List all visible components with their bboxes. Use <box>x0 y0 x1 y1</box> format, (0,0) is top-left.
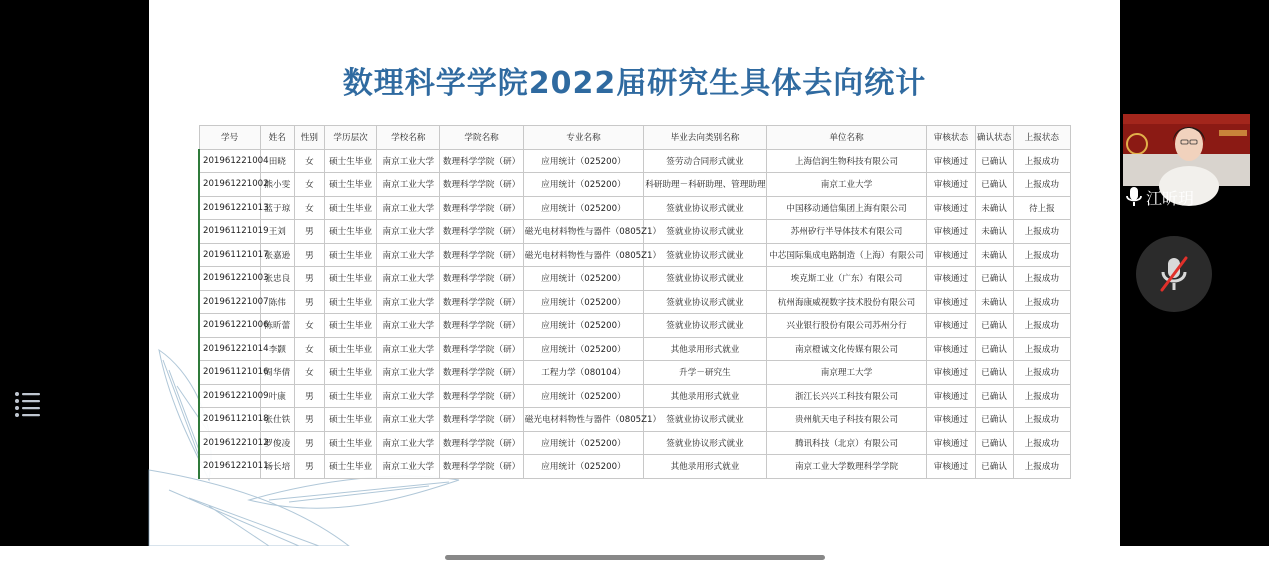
table-cell: 中芯国际集成电路制造（上海）有限公司 <box>766 243 927 267</box>
table-row <box>199 431 1071 455</box>
table-cell: 南京工业大学 <box>766 173 927 197</box>
table-cell: 南京工业大学 <box>377 384 440 408</box>
table-cell: 已确认 <box>975 408 1013 432</box>
table-cell: 201961121018 <box>199 408 260 432</box>
table-cell: 已确认 <box>975 149 1013 173</box>
table-cell: 腾讯科技（北京）有限公司 <box>766 431 927 455</box>
table-cell: 硕士生毕业 <box>324 314 376 338</box>
table-cell: 数理科学学院（研） <box>440 149 523 173</box>
table-cell: 南京工业大学 <box>377 408 440 432</box>
table-cell: 审核通过 <box>927 455 975 479</box>
table-cell: 男 <box>294 455 324 479</box>
table-cell: 女 <box>294 196 324 220</box>
table-cell: 硕士生毕业 <box>324 408 376 432</box>
table-row <box>199 149 1071 173</box>
home-indicator[interactable] <box>445 555 825 560</box>
table-cell: 男 <box>294 384 324 408</box>
table-cell: 南京工业大学 <box>377 431 440 455</box>
table-cell: 未确认 <box>975 196 1013 220</box>
table-cell: 201961121019 <box>199 220 260 244</box>
column-header: 上报状态 <box>1013 126 1070 150</box>
table-cell: 田晓 <box>260 149 294 173</box>
table-cell: 陈昕蕾 <box>260 314 294 338</box>
slide-title: 数理科学学院2022届研究生具体去向统计 <box>342 66 927 101</box>
table-cell: 201961221011 <box>199 455 260 479</box>
table-cell: 未确认 <box>975 220 1013 244</box>
table-cell: 审核通过 <box>927 314 975 338</box>
table-cell: 杭州海康威视数字技术股份有限公司 <box>766 290 927 314</box>
table-row <box>199 243 1071 267</box>
table-cell: 男 <box>294 220 324 244</box>
table-cell: 女 <box>294 149 324 173</box>
table-cell: 未确认 <box>975 243 1013 267</box>
table-cell: 南京工业大学 <box>377 455 440 479</box>
graduate-destination-table <box>198 125 1071 479</box>
table-cell: 签就业协议形式就业 <box>644 243 766 267</box>
table-cell: 周华倩 <box>260 361 294 385</box>
table-cell: 应用统计（025200） <box>523 455 643 479</box>
participant-video[interactable] <box>1123 114 1250 186</box>
table-cell: 女 <box>294 173 324 197</box>
table-cell: 硕士生毕业 <box>324 243 376 267</box>
table-cell: 已确认 <box>975 431 1013 455</box>
table-cell: 审核通过 <box>927 243 975 267</box>
table-cell: 王刘 <box>260 220 294 244</box>
table-cell: 上报成功 <box>1013 267 1070 291</box>
table-cell: 上报成功 <box>1013 149 1070 173</box>
table-cell: 硕士生毕业 <box>324 361 376 385</box>
system-navigation-bar <box>0 546 1269 571</box>
participant-name-tag <box>1126 184 1194 210</box>
table-cell: 中国移动通信集团上海有限公司 <box>766 196 927 220</box>
table-cell: 数理科学学院（研） <box>440 361 523 385</box>
table-cell: 上海信润生物科技有限公司 <box>766 149 927 173</box>
table-cell: 签就业协议形式就业 <box>644 408 766 432</box>
table-cell: 上报成功 <box>1013 290 1070 314</box>
table-cell: 数理科学学院（研） <box>440 196 523 220</box>
table-cell: 201961121016 <box>199 361 260 385</box>
table-cell: 应用统计（025200） <box>523 314 643 338</box>
table-cell: 升学－研究生 <box>644 361 766 385</box>
table-cell: 蓝于琼 <box>260 196 294 220</box>
table-cell: 应用统计（025200） <box>523 149 643 173</box>
table-cell: 数理科学学院（研） <box>440 243 523 267</box>
table-cell: 201961221012 <box>199 431 260 455</box>
table-cell: 审核通过 <box>927 267 975 291</box>
table-row <box>199 384 1071 408</box>
table-cell: 201961221009 <box>199 384 260 408</box>
table-cell: 硕士生毕业 <box>324 384 376 408</box>
table-row <box>199 361 1071 385</box>
column-header: 学历层次 <box>324 126 376 150</box>
table-row <box>199 290 1071 314</box>
table-cell: 南京工业大学 <box>377 314 440 338</box>
table-cell: 贵州航天电子科技有限公司 <box>766 408 927 432</box>
table-cell: 上报成功 <box>1013 408 1070 432</box>
table-cell: 南京工业大学 <box>377 243 440 267</box>
menu-button[interactable] <box>0 380 56 428</box>
table-cell: 男 <box>294 267 324 291</box>
table-cell: 上报成功 <box>1013 384 1070 408</box>
table-cell: 已确认 <box>975 455 1013 479</box>
table-cell: 南京工业大学 <box>377 196 440 220</box>
table-cell: 已确认 <box>975 361 1013 385</box>
table-cell: 工程力学（080104） <box>523 361 643 385</box>
table-cell: 杨长培 <box>260 455 294 479</box>
column-header: 姓名 <box>260 126 294 150</box>
table-cell: 李颢 <box>260 337 294 361</box>
table-cell: 其他录用形式就业 <box>644 384 766 408</box>
table-cell: 签就业协议形式就业 <box>644 290 766 314</box>
table-cell: 应用统计（025200） <box>523 431 643 455</box>
table-row <box>199 267 1071 291</box>
table-cell: 已确认 <box>975 384 1013 408</box>
table-cell: 数理科学学院（研） <box>440 455 523 479</box>
table-cell: 兴业银行股份有限公司苏州分行 <box>766 314 927 338</box>
table-cell: 罗俊凌 <box>260 431 294 455</box>
table-cell: 陈伟 <box>260 290 294 314</box>
table-cell: 硕士生毕业 <box>324 267 376 291</box>
table-cell: 已确认 <box>975 314 1013 338</box>
table-cell: 数理科学学院（研） <box>440 220 523 244</box>
table-cell: 南京工业大学数理科学学院 <box>766 455 927 479</box>
table-cell: 201961121017 <box>199 243 260 267</box>
table-cell: 上报成功 <box>1013 337 1070 361</box>
table-row <box>199 455 1071 479</box>
table-cell: 数理科学学院（研） <box>440 267 523 291</box>
column-header: 学校名称 <box>377 126 440 150</box>
participant-video-image <box>1123 114 1250 186</box>
table-cell: 审核通过 <box>927 173 975 197</box>
table-header-row <box>199 126 1071 150</box>
table-cell: 硕士生毕业 <box>324 290 376 314</box>
table-cell: 上报成功 <box>1013 431 1070 455</box>
table-cell: 应用统计（025200） <box>523 384 643 408</box>
table-cell: 审核通过 <box>927 196 975 220</box>
column-header: 毕业去向类别名称 <box>644 126 766 150</box>
participant-name: 江昕玥 <box>1146 188 1195 208</box>
table-cell: 应用统计（025200） <box>523 173 643 197</box>
table-cell: 审核通过 <box>927 220 975 244</box>
table-cell: 男 <box>294 290 324 314</box>
table-cell: 201961221007 <box>199 290 260 314</box>
table-cell: 签劳动合同形式就业 <box>644 149 766 173</box>
column-header: 单位名称 <box>766 126 927 150</box>
table-cell: 审核通过 <box>927 149 975 173</box>
table-cell: 201961221002 <box>199 173 260 197</box>
table-row <box>199 173 1071 197</box>
table-cell: 数理科学学院（研） <box>440 290 523 314</box>
table-cell: 201961221014 <box>199 337 260 361</box>
table-cell: 其他录用形式就业 <box>644 455 766 479</box>
table-cell: 审核通过 <box>927 408 975 432</box>
table-cell: 硕士生毕业 <box>324 196 376 220</box>
table-cell: 张嘉逊 <box>260 243 294 267</box>
table-cell: 其他录用形式就业 <box>644 337 766 361</box>
table-row <box>199 196 1071 220</box>
table-cell: 苏州矽行半导体技术有限公司 <box>766 220 927 244</box>
table-cell: 男 <box>294 243 324 267</box>
table-cell: 已确认 <box>975 173 1013 197</box>
table-cell: 南京工业大学 <box>377 337 440 361</box>
table-cell: 硕士生毕业 <box>324 337 376 361</box>
table-cell: 上报成功 <box>1013 361 1070 385</box>
table-cell: 张仕铁 <box>260 408 294 432</box>
table-cell: 审核通过 <box>927 361 975 385</box>
column-header: 审核状态 <box>927 126 975 150</box>
table-cell: 上报成功 <box>1013 243 1070 267</box>
table-cell: 磁光电材料物性与器件（0805Z1） <box>523 408 643 432</box>
column-header: 专业名称 <box>523 126 643 150</box>
table-cell: 硕士生毕业 <box>324 173 376 197</box>
table-cell: 张忠良 <box>260 267 294 291</box>
column-header: 确认状态 <box>975 126 1013 150</box>
table-cell: 硕士生毕业 <box>324 149 376 173</box>
table-row <box>199 220 1071 244</box>
table-cell: 南京工业大学 <box>377 361 440 385</box>
table-cell: 数理科学学院（研） <box>440 173 523 197</box>
table-body <box>199 149 1071 478</box>
table-cell: 上报成功 <box>1013 314 1070 338</box>
table-row <box>199 337 1071 361</box>
table-cell: 审核通过 <box>927 384 975 408</box>
table-cell: 熊小雯 <box>260 173 294 197</box>
table-cell: 数理科学学院（研） <box>440 431 523 455</box>
table-cell: 南京工业大学 <box>377 267 440 291</box>
table-cell: 待上报 <box>1013 196 1070 220</box>
table-cell: 201961221006 <box>199 314 260 338</box>
table-cell: 签就业协议形式就业 <box>644 431 766 455</box>
mute-button[interactable] <box>1136 236 1212 312</box>
table-cell: 数理科学学院（研） <box>440 314 523 338</box>
table-cell: 硕士生毕业 <box>324 220 376 244</box>
table-cell: 埃克斯工业（广东）有限公司 <box>766 267 927 291</box>
table-cell: 南京理工大学 <box>766 361 927 385</box>
table-row <box>199 408 1071 432</box>
table-cell: 签就业协议形式就业 <box>644 314 766 338</box>
shared-slide <box>149 0 1120 546</box>
table-cell: 叶康 <box>260 384 294 408</box>
table-cell: 硕士生毕业 <box>324 431 376 455</box>
table-cell: 已确认 <box>975 337 1013 361</box>
table-cell: 男 <box>294 431 324 455</box>
table-cell: 应用统计（025200） <box>523 290 643 314</box>
column-header: 学院名称 <box>440 126 523 150</box>
table-cell: 上报成功 <box>1013 173 1070 197</box>
table-row <box>199 314 1071 338</box>
table-cell: 南京橙诚文化传媒有限公司 <box>766 337 927 361</box>
table-cell: 南京工业大学 <box>377 173 440 197</box>
table-cell: 应用统计（025200） <box>523 196 643 220</box>
column-header: 性别 <box>294 126 324 150</box>
table-cell: 女 <box>294 361 324 385</box>
table-cell: 201961221013 <box>199 196 260 220</box>
microphone-icon <box>1126 186 1142 208</box>
table-cell: 应用统计（025200） <box>523 337 643 361</box>
microphone-muted-icon <box>1156 254 1192 294</box>
table-cell: 女 <box>294 337 324 361</box>
table-cell: 应用统计（025200） <box>523 267 643 291</box>
table-cell: 签就业协议形式就业 <box>644 220 766 244</box>
table-cell: 男 <box>294 408 324 432</box>
table-cell: 审核通过 <box>927 337 975 361</box>
table-cell: 审核通过 <box>927 290 975 314</box>
list-menu-icon <box>14 391 42 417</box>
column-header: 学号 <box>199 126 260 150</box>
table-cell: 签就业协议形式就业 <box>644 267 766 291</box>
table-cell: 签就业协议形式就业 <box>644 196 766 220</box>
table-cell: 已确认 <box>975 267 1013 291</box>
table-cell: 审核通过 <box>927 431 975 455</box>
table-cell: 南京工业大学 <box>377 149 440 173</box>
table-cell: 上报成功 <box>1013 220 1070 244</box>
table-cell: 硕士生毕业 <box>324 455 376 479</box>
table-cell: 201961221003 <box>199 267 260 291</box>
table-cell: 南京工业大学 <box>377 220 440 244</box>
table-cell: 未确认 <box>975 290 1013 314</box>
table-cell: 数理科学学院（研） <box>440 384 523 408</box>
table-cell: 磁光电材料物性与器件（0805Z1） <box>523 243 643 267</box>
table-cell: 上报成功 <box>1013 455 1070 479</box>
table-cell: 数理科学学院（研） <box>440 337 523 361</box>
table-cell: 南京工业大学 <box>377 290 440 314</box>
table-cell: 数理科学学院（研） <box>440 408 523 432</box>
table-cell: 浙江长兴兴工科技有限公司 <box>766 384 927 408</box>
table-cell: 科研助理－科研助理、管理助理 <box>644 173 766 197</box>
table-cell: 磁光电材料物性与器件（0805Z1） <box>523 220 643 244</box>
table-cell: 女 <box>294 314 324 338</box>
table-cell: 201961221004 <box>199 149 260 173</box>
